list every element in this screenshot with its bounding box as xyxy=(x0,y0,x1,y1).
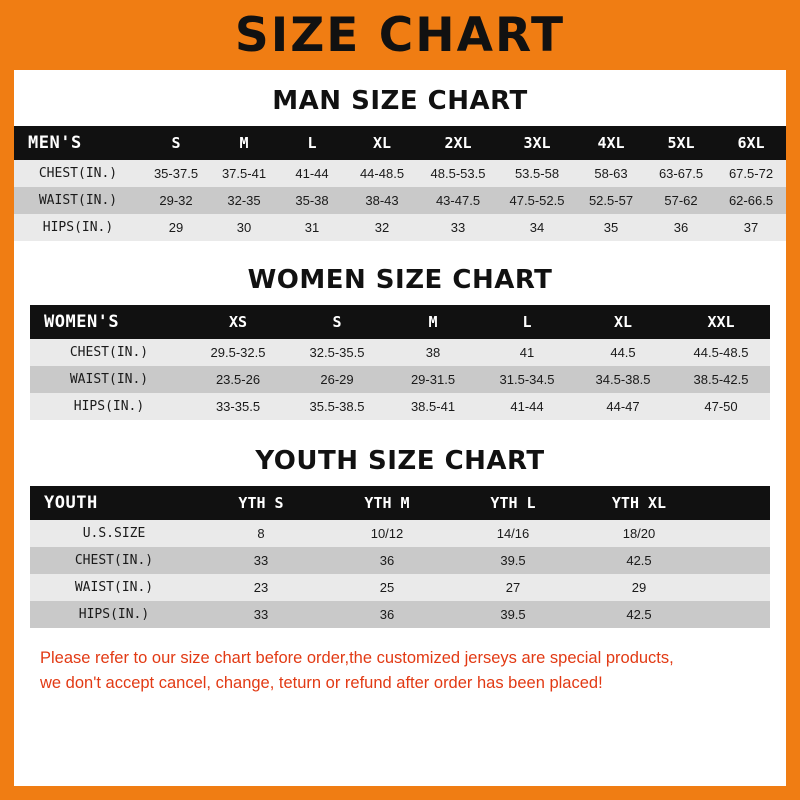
header-cell-mens: MEN'S xyxy=(28,133,82,153)
row-label-hips: HIPS(IN.) xyxy=(78,607,150,622)
header-cell-3xl: 3XL xyxy=(523,134,551,152)
table-row xyxy=(30,601,770,628)
header-cell-4xl: 4XL xyxy=(597,134,625,152)
header-cell-yth-s: YTH S xyxy=(238,494,284,512)
row-label-waist: WAIST(IN.) xyxy=(69,372,149,387)
header-cell-6xl: 6XL xyxy=(737,134,765,152)
cell: 33 xyxy=(253,553,269,568)
page-title: SIZE CHART xyxy=(234,7,566,63)
cell: 67.5-72 xyxy=(728,166,774,181)
row-label-waist: WAIST(IN.) xyxy=(38,193,118,208)
header-cell-m: M xyxy=(239,134,249,152)
cell: 29 xyxy=(631,580,647,595)
cell: 32.5-35.5 xyxy=(309,345,365,360)
header-cell-s: S xyxy=(332,313,342,331)
cell-spacer xyxy=(702,520,770,547)
cell: 37.5-41 xyxy=(221,166,267,181)
cell: 41-44 xyxy=(295,166,329,181)
cell: 29-32 xyxy=(159,193,193,208)
cell: 44.5-48.5 xyxy=(693,345,749,360)
row-label-chest: CHEST(IN.) xyxy=(74,553,154,568)
row-label-chest: CHEST(IN.) xyxy=(38,166,118,181)
cell: 30 xyxy=(236,220,252,235)
cell: 23 xyxy=(253,580,269,595)
cell: 27 xyxy=(505,580,521,595)
footer-note-line2: we don't accept cancel, change, teturn or refund after order has been placed! xyxy=(40,673,603,692)
cell: 44-47 xyxy=(606,399,640,414)
table-row xyxy=(30,393,770,420)
cell: 48.5-53.5 xyxy=(430,166,486,181)
cell: 25 xyxy=(379,580,395,595)
header-cell-2xl: 2XL xyxy=(444,134,472,152)
table-row xyxy=(30,339,770,366)
cell: 34.5-38.5 xyxy=(595,372,651,387)
cell: 10/12 xyxy=(370,526,404,541)
header-cell-s: S xyxy=(171,134,181,152)
header-cell-m: M xyxy=(428,313,438,331)
cell: 58-63 xyxy=(594,166,628,181)
cell: 32 xyxy=(374,220,390,235)
cell: 35.5-38.5 xyxy=(309,399,365,414)
banner xyxy=(14,0,786,70)
header-cell-youth: YOUTH xyxy=(44,493,98,513)
table-row xyxy=(30,366,770,393)
header-cell-xl: XL xyxy=(613,313,633,331)
cell: 35-37.5 xyxy=(153,166,199,181)
row-label-chest: CHEST(IN.) xyxy=(69,345,149,360)
cell: 18/20 xyxy=(622,526,656,541)
cell: 38.5-41 xyxy=(410,399,456,414)
cell: 43-47.5 xyxy=(435,193,481,208)
row-label-us-size: U.S.SIZE xyxy=(82,526,146,541)
cell: 39.5 xyxy=(500,553,526,568)
bottom-accent-bar xyxy=(14,786,786,800)
header-cell-xxl: XXL xyxy=(707,313,735,331)
cell-spacer xyxy=(702,601,770,628)
cell: 39.5 xyxy=(500,607,526,622)
cell: 31.5-34.5 xyxy=(499,372,555,387)
table-header-row xyxy=(30,486,770,520)
cell: 44-48.5 xyxy=(359,166,405,181)
row-label-waist: WAIST(IN.) xyxy=(74,580,154,595)
cell: 23.5-26 xyxy=(215,372,261,387)
cell: 62-66.5 xyxy=(728,193,774,208)
cell: 36 xyxy=(379,607,395,622)
cell: 29.5-32.5 xyxy=(210,345,266,360)
table-row xyxy=(14,160,786,187)
row-label-hips: HIPS(IN.) xyxy=(42,220,114,235)
cell: 47.5-52.5 xyxy=(509,193,565,208)
cell: 29-31.5 xyxy=(410,372,456,387)
header-cell-xl: XL xyxy=(372,134,392,152)
men-size-table xyxy=(14,126,786,241)
youth-size-table xyxy=(30,486,770,628)
table-header-row xyxy=(14,126,786,160)
cell: 33 xyxy=(450,220,466,235)
cell: 53.5-58 xyxy=(514,166,560,181)
cell: 36 xyxy=(673,220,689,235)
cell: 52.5-57 xyxy=(588,193,634,208)
cell-spacer xyxy=(702,547,770,574)
table-row xyxy=(30,574,770,601)
cell: 38.5-42.5 xyxy=(693,372,749,387)
cell: 44.5 xyxy=(610,345,636,360)
cell: 37 xyxy=(743,220,759,235)
cell-spacer xyxy=(702,574,770,601)
header-cell-yth-l: YTH L xyxy=(490,494,536,512)
cell: 35-38 xyxy=(295,193,329,208)
cell: 29 xyxy=(168,220,184,235)
header-cell-womens: WOMEN'S xyxy=(44,312,120,332)
cell: 33 xyxy=(253,607,269,622)
header-cell-yth-xl: YTH XL xyxy=(611,494,667,512)
table-row xyxy=(30,520,770,547)
row-label-hips: HIPS(IN.) xyxy=(73,399,145,414)
cell: 35 xyxy=(603,220,619,235)
cell: 38 xyxy=(425,345,441,360)
header-cell-spacer xyxy=(702,486,770,520)
footer-note-line1: Please refer to our size chart before order,the customized jerseys are special products, xyxy=(40,649,674,667)
footer-note xyxy=(40,646,760,696)
table-header-row xyxy=(30,305,770,339)
cell: 26-29 xyxy=(320,372,354,387)
section-title-youth: YOUTH SIZE CHART xyxy=(255,446,545,476)
cell: 57-62 xyxy=(664,193,698,208)
header-cell-l: L xyxy=(522,313,532,331)
cell: 42.5 xyxy=(626,607,652,622)
cell: 33-35.5 xyxy=(215,399,261,414)
section-title-women: WOMEN SIZE CHART xyxy=(247,265,553,295)
cell: 34 xyxy=(529,220,545,235)
cell: 38-43 xyxy=(365,193,399,208)
header-cell-yth-m: YTH M xyxy=(364,494,410,512)
cell: 32-35 xyxy=(227,193,261,208)
cell: 31 xyxy=(304,220,320,235)
cell: 8 xyxy=(257,526,265,541)
section-title-man: MAN SIZE CHART xyxy=(272,86,528,116)
cell: 41-44 xyxy=(510,399,544,414)
table-row xyxy=(14,214,786,241)
cell: 47-50 xyxy=(704,399,738,414)
header-cell-l: L xyxy=(307,134,317,152)
women-size-table xyxy=(30,305,770,420)
header-cell-xs: XS xyxy=(228,313,248,331)
cell: 36 xyxy=(379,553,395,568)
cell: 42.5 xyxy=(626,553,652,568)
cell: 41 xyxy=(519,345,535,360)
table-row xyxy=(14,187,786,214)
cell: 63-67.5 xyxy=(658,166,704,181)
cell: 14/16 xyxy=(496,526,530,541)
header-cell-5xl: 5XL xyxy=(667,134,695,152)
table-row xyxy=(30,547,770,574)
